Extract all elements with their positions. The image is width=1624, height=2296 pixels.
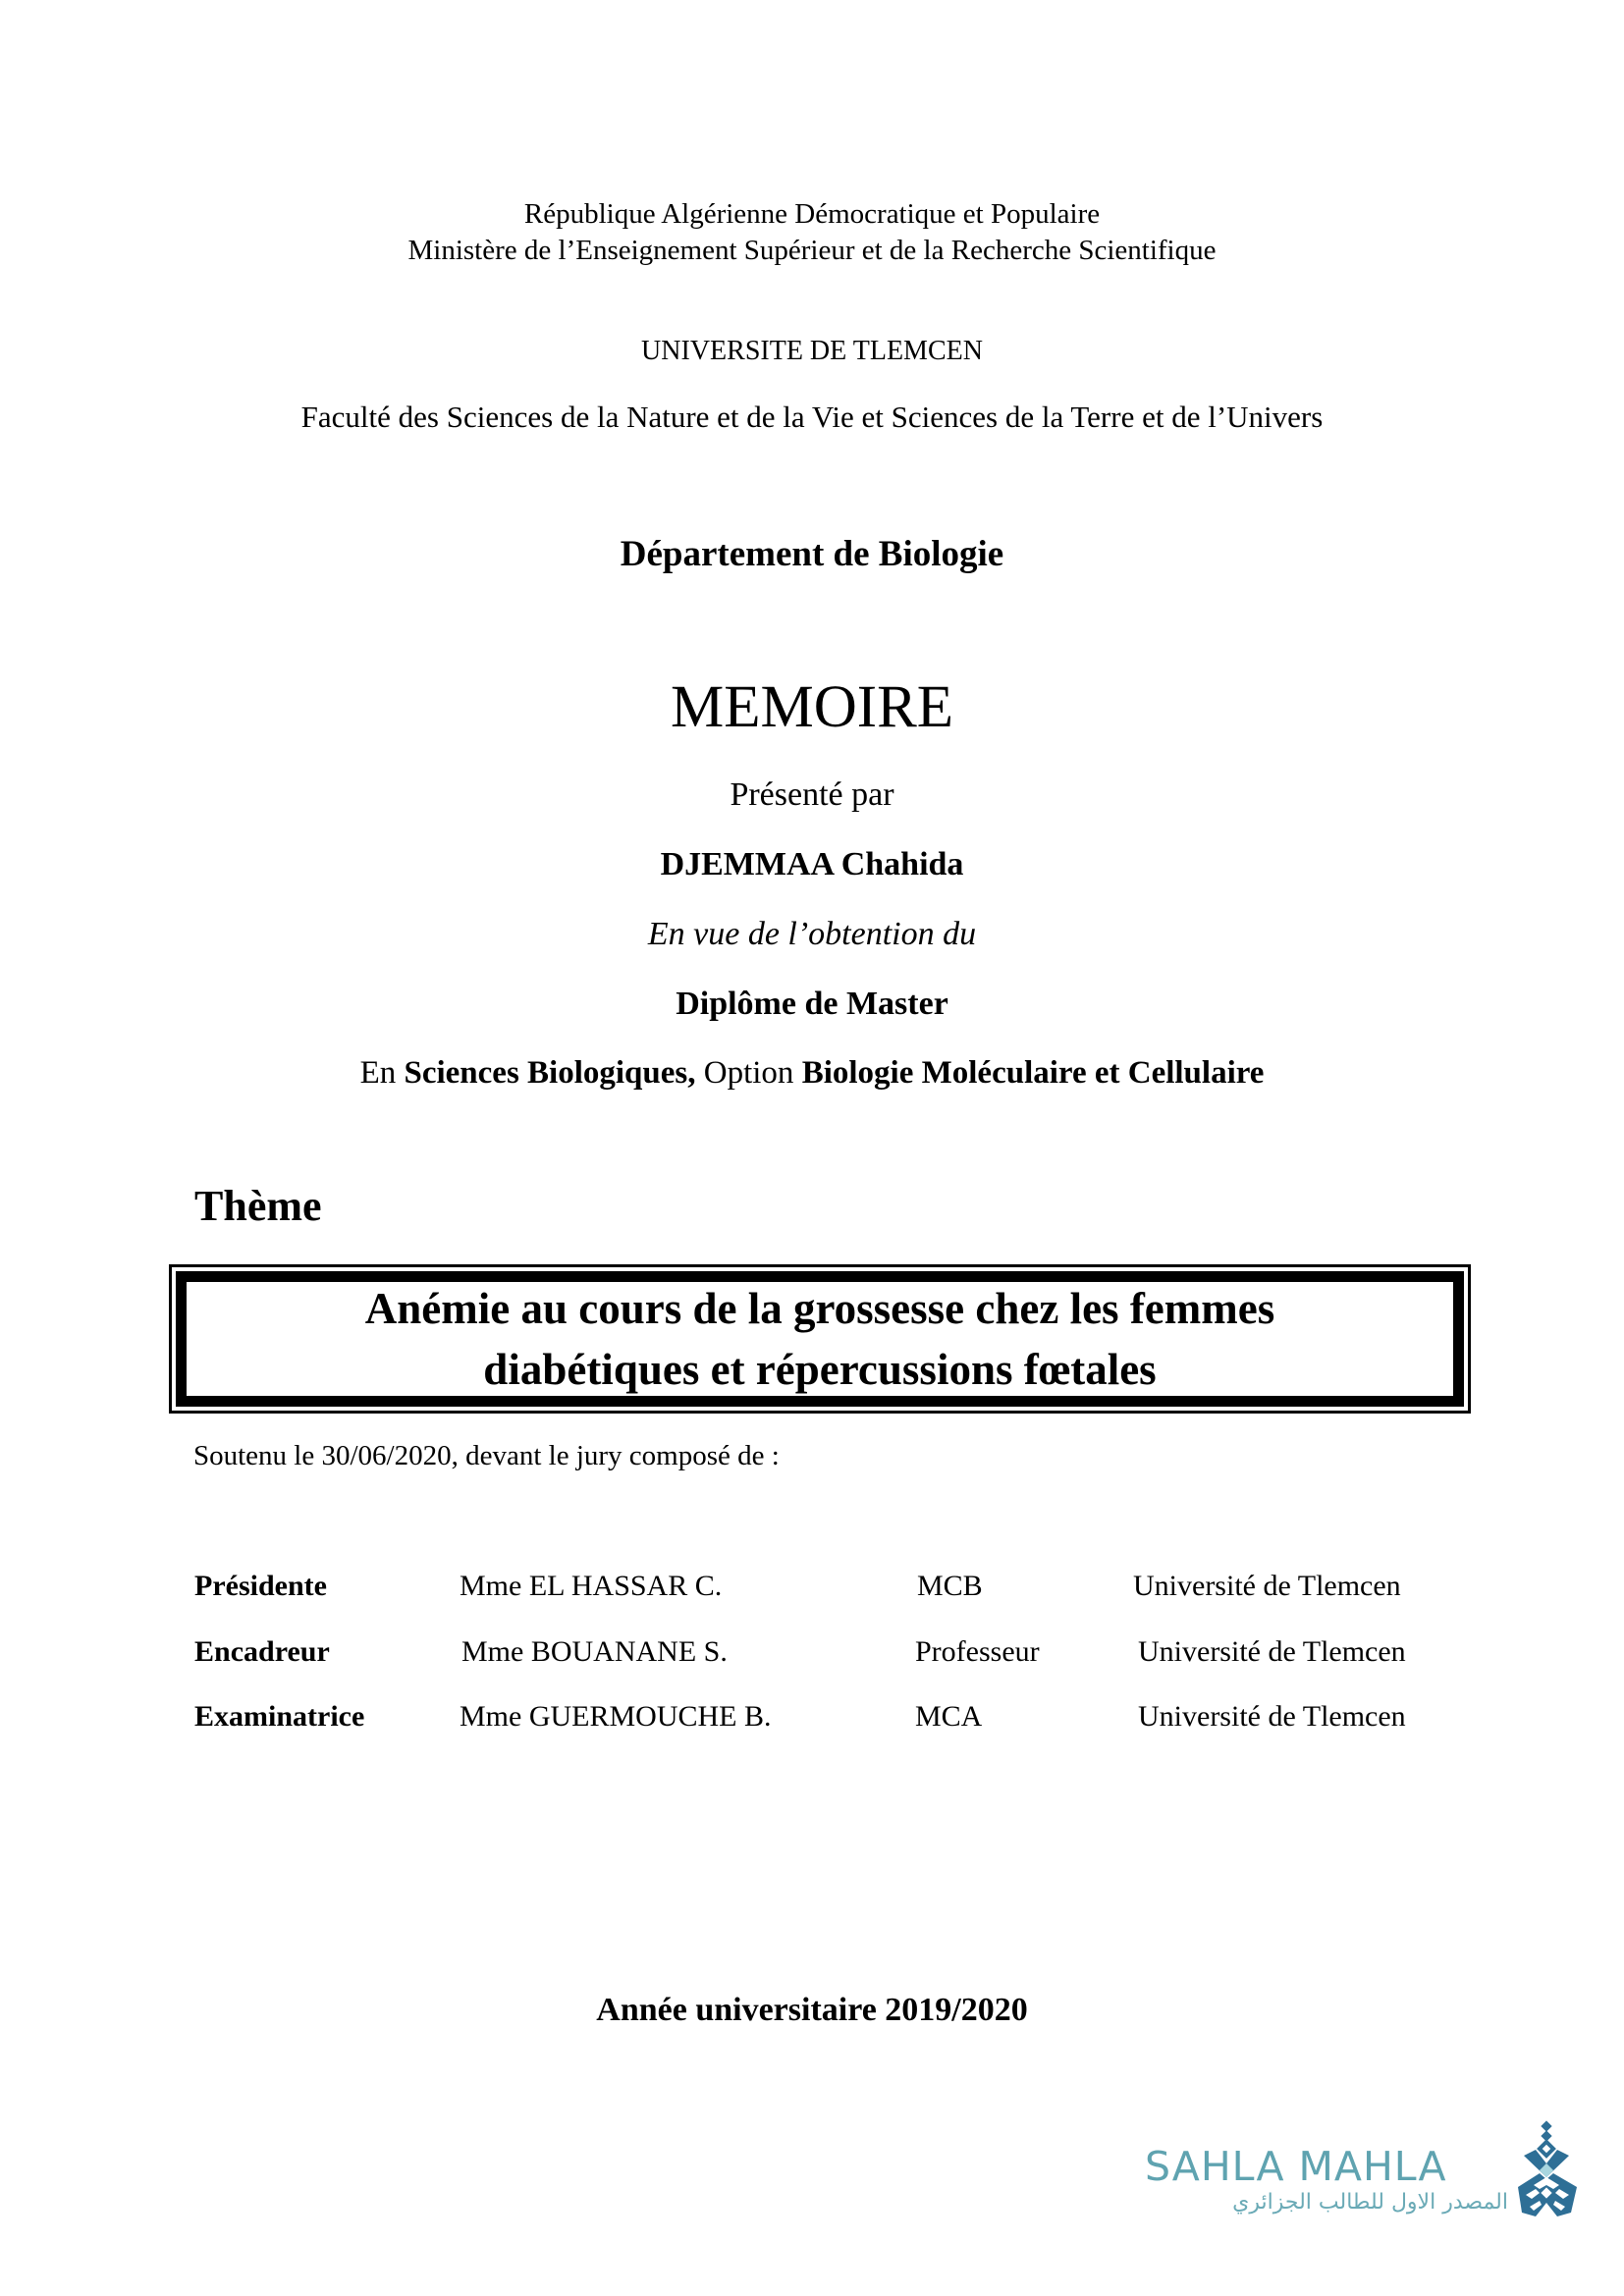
thesis-title-line-1: Anémie au cours de la grossesse chez les femmes [364,1284,1275,1333]
option-label: Option [695,1055,802,1091]
logo-brand-text: SAHLA MAHLA [1145,2143,1447,2190]
jury-row [0,1567,1624,1606]
theme-label: Thème [194,1182,322,1230]
specialty-field: Sciences Biologiques, [404,1055,696,1091]
ministry-heading: Ministère de l’Enseignement Supérieur et de la Recherche Scientifique [407,235,1217,266]
thesis-title-line-2: diabétiques et répercussions fœtales [483,1345,1157,1394]
sahla-mahla-emblem-icon [1510,2120,1585,2218]
purpose-line: En vue de l’obtention du [647,916,977,952]
jury-member-name: Mme GUERMOUCHE B. [460,1700,772,1733]
university-name: UNIVERSITE DE TLEMCEN [641,336,983,366]
logo-tagline: المصدر الاول للطالب الجزائري [1232,2190,1508,2215]
sahla-mahla-logo [1139,2120,1600,2228]
specialty-prefix: En [359,1055,405,1091]
jury-institution: Université de Tlemcen [1133,1570,1401,1602]
jury-role: Examinatrice [194,1700,365,1733]
jury-member-name: Mme BOUANANE S. [461,1635,728,1668]
jury-grade: MCA [915,1700,983,1733]
academic-year: Année universitaire 2019/2020 [596,1992,1028,2028]
presented-by-label: Présenté par [730,776,894,813]
diploma-name: Diplôme de Master [676,986,948,1022]
specialty-line [0,1053,1624,1093]
option-name: Biologie Moléculaire et Cellulaire [801,1055,1265,1091]
jury-row [0,1632,1624,1672]
republic-heading: République Algérienne Démocratique et Populaire [523,198,1101,230]
jury-institution: Université de Tlemcen [1138,1700,1406,1733]
jury-institution: Université de Tlemcen [1138,1635,1406,1668]
jury-grade: MCB [917,1570,983,1602]
department-name: Département de Biologie [620,534,1004,574]
document-type: MEMOIRE [670,674,954,740]
defense-statement: Soutenu le 30/06/2020, devant le jury composé de : [193,1440,780,1471]
jury-member-name: Mme EL HASSAR C. [460,1570,723,1602]
author-name: DJEMMAA Chahida [660,846,964,882]
jury-role: Encadreur [194,1635,330,1668]
jury-grade: Professeur [915,1635,1040,1668]
thesis-title-box [169,1264,1471,1414]
faculty-name: Faculté des Sciences de la Nature et de la Vie et Sciences de la Terre et de l’Univers [300,400,1324,434]
thesis-title-frame [176,1271,1464,1407]
jury-row [0,1697,1624,1736]
jury-role: Présidente [194,1570,327,1602]
